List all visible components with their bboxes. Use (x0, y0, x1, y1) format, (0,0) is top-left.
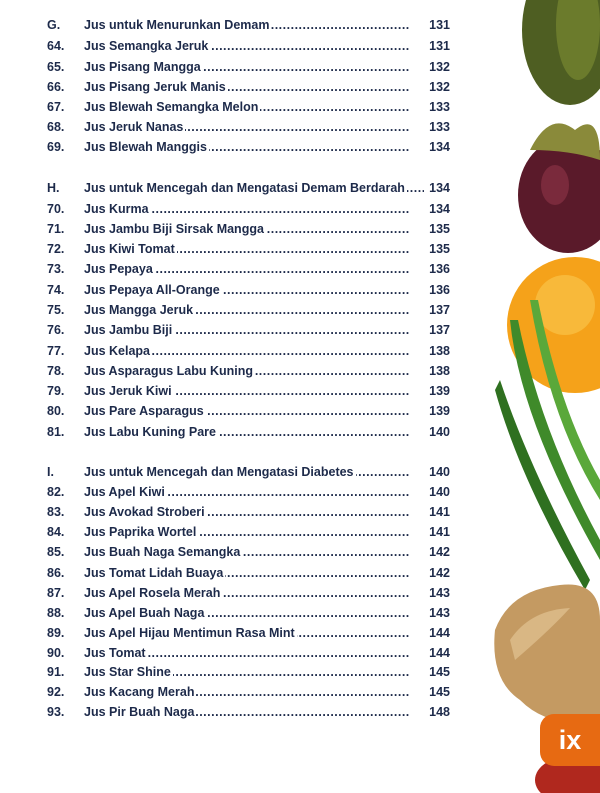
item-title: Jus Apel Rosela Merah (84, 586, 221, 600)
item-number: 72. (47, 242, 65, 256)
item-page: 143 (429, 586, 450, 600)
item-title: Jus Blewah Manggis (84, 140, 207, 154)
item-number: 93. (47, 705, 65, 719)
ginger-icon (494, 584, 600, 722)
item-title: Jus Pepaya All-Orange (84, 283, 220, 297)
item-number: 67. (47, 100, 65, 114)
item-title: Jus Pisang Mangga (84, 60, 201, 74)
section-page: 131 (429, 18, 450, 32)
item-number: 78. (47, 364, 65, 378)
item-page: 137 (429, 323, 450, 337)
item-page: 144 (429, 626, 450, 640)
item-title: Jus Jambu Biji Sirsak Mangga (84, 222, 264, 236)
item-page: 148 (429, 705, 450, 719)
item-number: 86. (47, 566, 65, 580)
item-number: 91. (47, 665, 65, 679)
item-number: 83. (47, 505, 65, 519)
item-title: Jus Apel Kiwi (84, 485, 165, 499)
item-title: Jus Paprika Wortel (84, 525, 197, 539)
item-page: 134 (429, 140, 450, 154)
item-page: 138 (429, 344, 450, 358)
item-page: 132 (429, 80, 450, 94)
item-title: Jus Pir Buah Naga (84, 705, 195, 719)
item-number: 89. (47, 626, 65, 640)
item-number: 69. (47, 140, 65, 154)
item-title: Jus Avokad Stroberi (84, 505, 205, 519)
item-page: 142 (429, 545, 450, 559)
section-title: Jus untuk Mencegah dan Mengatasi Diabetes (84, 465, 354, 479)
item-number: 82. (47, 485, 65, 499)
item-number: 64. (47, 39, 65, 53)
item-title: Jus Kurma (84, 202, 149, 216)
item-number: 88. (47, 606, 65, 620)
item-title: Jus Pisang Jeruk Manis (84, 80, 226, 94)
item-number: 70. (47, 202, 65, 216)
item-page: 140 (429, 425, 450, 439)
item-number: 65. (47, 60, 65, 74)
item-number: 74. (47, 283, 65, 297)
item-page: 138 (429, 364, 450, 378)
item-page: 141 (429, 525, 450, 539)
item-page: 145 (429, 665, 450, 679)
item-number: 75. (47, 303, 65, 317)
item-title: Jus Jeruk Kiwi (84, 384, 172, 398)
item-page: 135 (429, 242, 450, 256)
section-letter: I. (47, 465, 54, 479)
item-page: 137 (429, 303, 450, 317)
item-title: Jus Buah Naga Semangka (84, 545, 241, 559)
item-title: Jus Apel Buah Naga (84, 606, 205, 620)
item-number: 68. (47, 120, 65, 134)
section-letter: G. (47, 18, 61, 32)
item-title: Jus Kacang Merah (84, 685, 195, 699)
item-title: Jus Star Shine (84, 665, 171, 679)
item-page: 136 (429, 262, 450, 276)
section-page: 140 (429, 465, 450, 479)
item-number: 80. (47, 404, 65, 418)
item-number: 77. (47, 344, 65, 358)
item-page: 143 (429, 606, 450, 620)
item-title: Jus Pare Asparagus (84, 404, 204, 418)
item-title: Jus Mangga Jeruk (84, 303, 194, 317)
item-title: Jus Tomat Lidah Buaya (84, 566, 224, 580)
section-letter: H. (47, 181, 60, 195)
item-page: 139 (429, 384, 450, 398)
item-title: Jus Jambu Biji (84, 323, 173, 337)
item-number: 87. (47, 586, 65, 600)
item-title: Jus Labu Kuning Pare (84, 425, 216, 439)
item-number: 92. (47, 685, 65, 699)
fruit-illustration (490, 0, 600, 793)
item-page: 135 (429, 222, 450, 236)
page-number-badge: ix (540, 714, 600, 766)
item-page: 145 (429, 685, 450, 699)
section-page: 134 (429, 181, 450, 195)
item-page: 133 (429, 120, 450, 134)
item-number: 81. (47, 425, 65, 439)
item-page: 131 (429, 39, 450, 53)
item-title: Jus Semangka Jeruk (84, 39, 209, 53)
item-page: 139 (429, 404, 450, 418)
item-number: 71. (47, 222, 65, 236)
item-number: 90. (47, 646, 65, 660)
section-title: Jus untuk Menurunkan Demam (84, 18, 270, 32)
item-page: 141 (429, 505, 450, 519)
item-page: 133 (429, 100, 450, 114)
item-title: Jus Apel Hijau Mentimun Rasa Mint (84, 626, 295, 640)
item-title: Jus Kelapa (84, 344, 151, 358)
item-title: Jus Pepaya (84, 262, 153, 276)
item-title: Jus Kiwi Tomat (84, 242, 175, 256)
item-title: Jus Blewah Semangka Melon (84, 100, 259, 114)
item-page: 144 (429, 646, 450, 660)
item-number: 73. (47, 262, 65, 276)
item-page: 134 (429, 202, 450, 216)
item-page: 132 (429, 60, 450, 74)
section-title: Jus untuk Mencegah dan Mengatasi Demam Berdarah (84, 181, 405, 195)
item-number: 84. (47, 525, 65, 539)
item-number: 76. (47, 323, 65, 337)
item-number: 85. (47, 545, 65, 559)
item-title: Jus Asparagus Labu Kuning (84, 364, 254, 378)
item-number: 66. (47, 80, 65, 94)
item-title: Jus Tomat (84, 646, 146, 660)
item-page: 140 (429, 485, 450, 499)
item-page: 142 (429, 566, 450, 580)
item-page: 136 (429, 283, 450, 297)
item-number: 79. (47, 384, 65, 398)
item-title: Jus Jeruk Nanas (84, 120, 184, 134)
